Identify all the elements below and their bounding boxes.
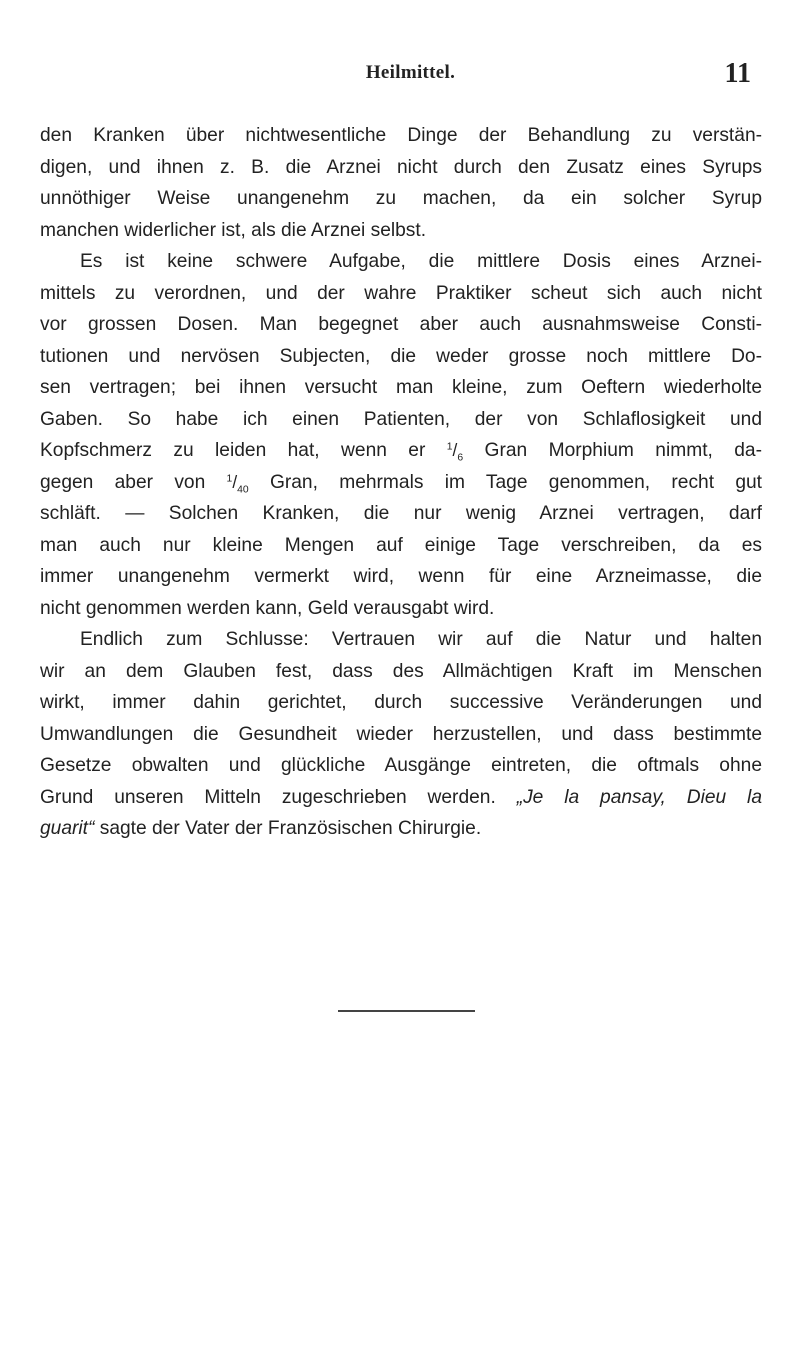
text-line: digen, und ihnen z. B. die Arznei nicht durch den Zusatz eines Syrups <box>40 156 762 178</box>
text-line-fraction <box>40 435 762 467</box>
fraction-denominator: 6 <box>457 452 464 464</box>
text-segment: Gran, mehrmals im Tage genommen, recht gut <box>269 471 762 493</box>
text-line-quote <box>40 782 762 814</box>
text-line: immer unangenehm vermerkt wird, wenn für eine Arzneimasse, die <box>40 566 762 587</box>
fraction-denominator: 40 <box>237 483 249 495</box>
text-line: Gesetze obwalten und glückliche Ausgänge eintreten, die oftmals ohne <box>40 755 762 776</box>
text-segment: gegen aber von <box>40 471 206 493</box>
page-header <box>0 58 801 92</box>
text-line: mittels zu verordnen, und der wahre Praktiker scheut sich auch nicht <box>40 282 762 304</box>
french-quote: „Je la pansay, Dieu la <box>516 786 762 808</box>
fraction-numerator: 1 <box>226 472 233 484</box>
section-divider <box>338 1010 475 1012</box>
text-line: wir an dem Glauben fest, dass des Allmächtigen Kraft im Menschen <box>40 660 762 682</box>
text-line: Es ist keine schwere Aufgabe, die mittlere Dosis eines Arznei- <box>80 251 762 272</box>
text-segment: Kopfschmerz zu leiden hat, wenn er <box>40 440 426 461</box>
text-line: den Kranken über nichtwesentliche Dinge der Behandlung zu verstän- <box>40 125 762 146</box>
body-text <box>40 120 762 845</box>
text-line-fraction <box>40 467 762 499</box>
text-line: schläft. — Solchen Kranken, die nur wenig Arznei vertragen, darf <box>40 503 762 524</box>
text-line: wirkt, immer dahin gerichtet, durch successive Veränderungen und <box>40 692 762 713</box>
fraction: $^1/_{40}$ <box>226 471 249 495</box>
fraction: $^1/_6$ <box>446 440 464 464</box>
fraction-numerator: 1 <box>446 441 453 453</box>
text-line: unnöthiger Weise unangenehm zu machen, da ein solcher Syrup <box>40 188 762 209</box>
text-line: vor grossen Dosen. Man begegnet aber auch ausnahmsweise Consti- <box>40 314 762 335</box>
text-line: nicht genommen werden kann, Geld verausgabt wird. <box>40 597 495 619</box>
text-line: manchen widerlicher ist, als die Arznei selbst. <box>40 219 427 241</box>
text-segment: Gran Morphium nimmt, da- <box>484 440 762 461</box>
page-number: 11 <box>724 58 751 89</box>
text-line: Umwandlungen die Gesundheit wieder herzustellen, und dass bestimmte <box>40 723 762 745</box>
text-line: Gaben. So habe ich einen Patienten, der von Schlaflosigkeit und <box>40 408 762 430</box>
text-line: tutionen und nervösen Subjecten, die weder grosse noch mittlere Do- <box>40 345 762 367</box>
text-line: Endlich zum Schlusse: Vertrauen wir auf die Natur und halten <box>80 629 762 650</box>
french-quote: guarit“ <box>40 818 95 839</box>
text-segment: Grund unseren Mitteln zugeschrieben werden. <box>40 786 496 808</box>
text-line: sen vertragen; bei ihnen versucht man kleine, zum Oeftern wiederholte <box>40 377 762 398</box>
text-segment: sagte der Vater der Französischen Chirurgie. <box>99 818 482 839</box>
running-head: Heilmittel. <box>365 62 456 83</box>
text-line: man auch nur kleine Mengen auf einige Tage verschreiben, da es <box>40 534 762 556</box>
text-line-quote <box>40 813 762 845</box>
